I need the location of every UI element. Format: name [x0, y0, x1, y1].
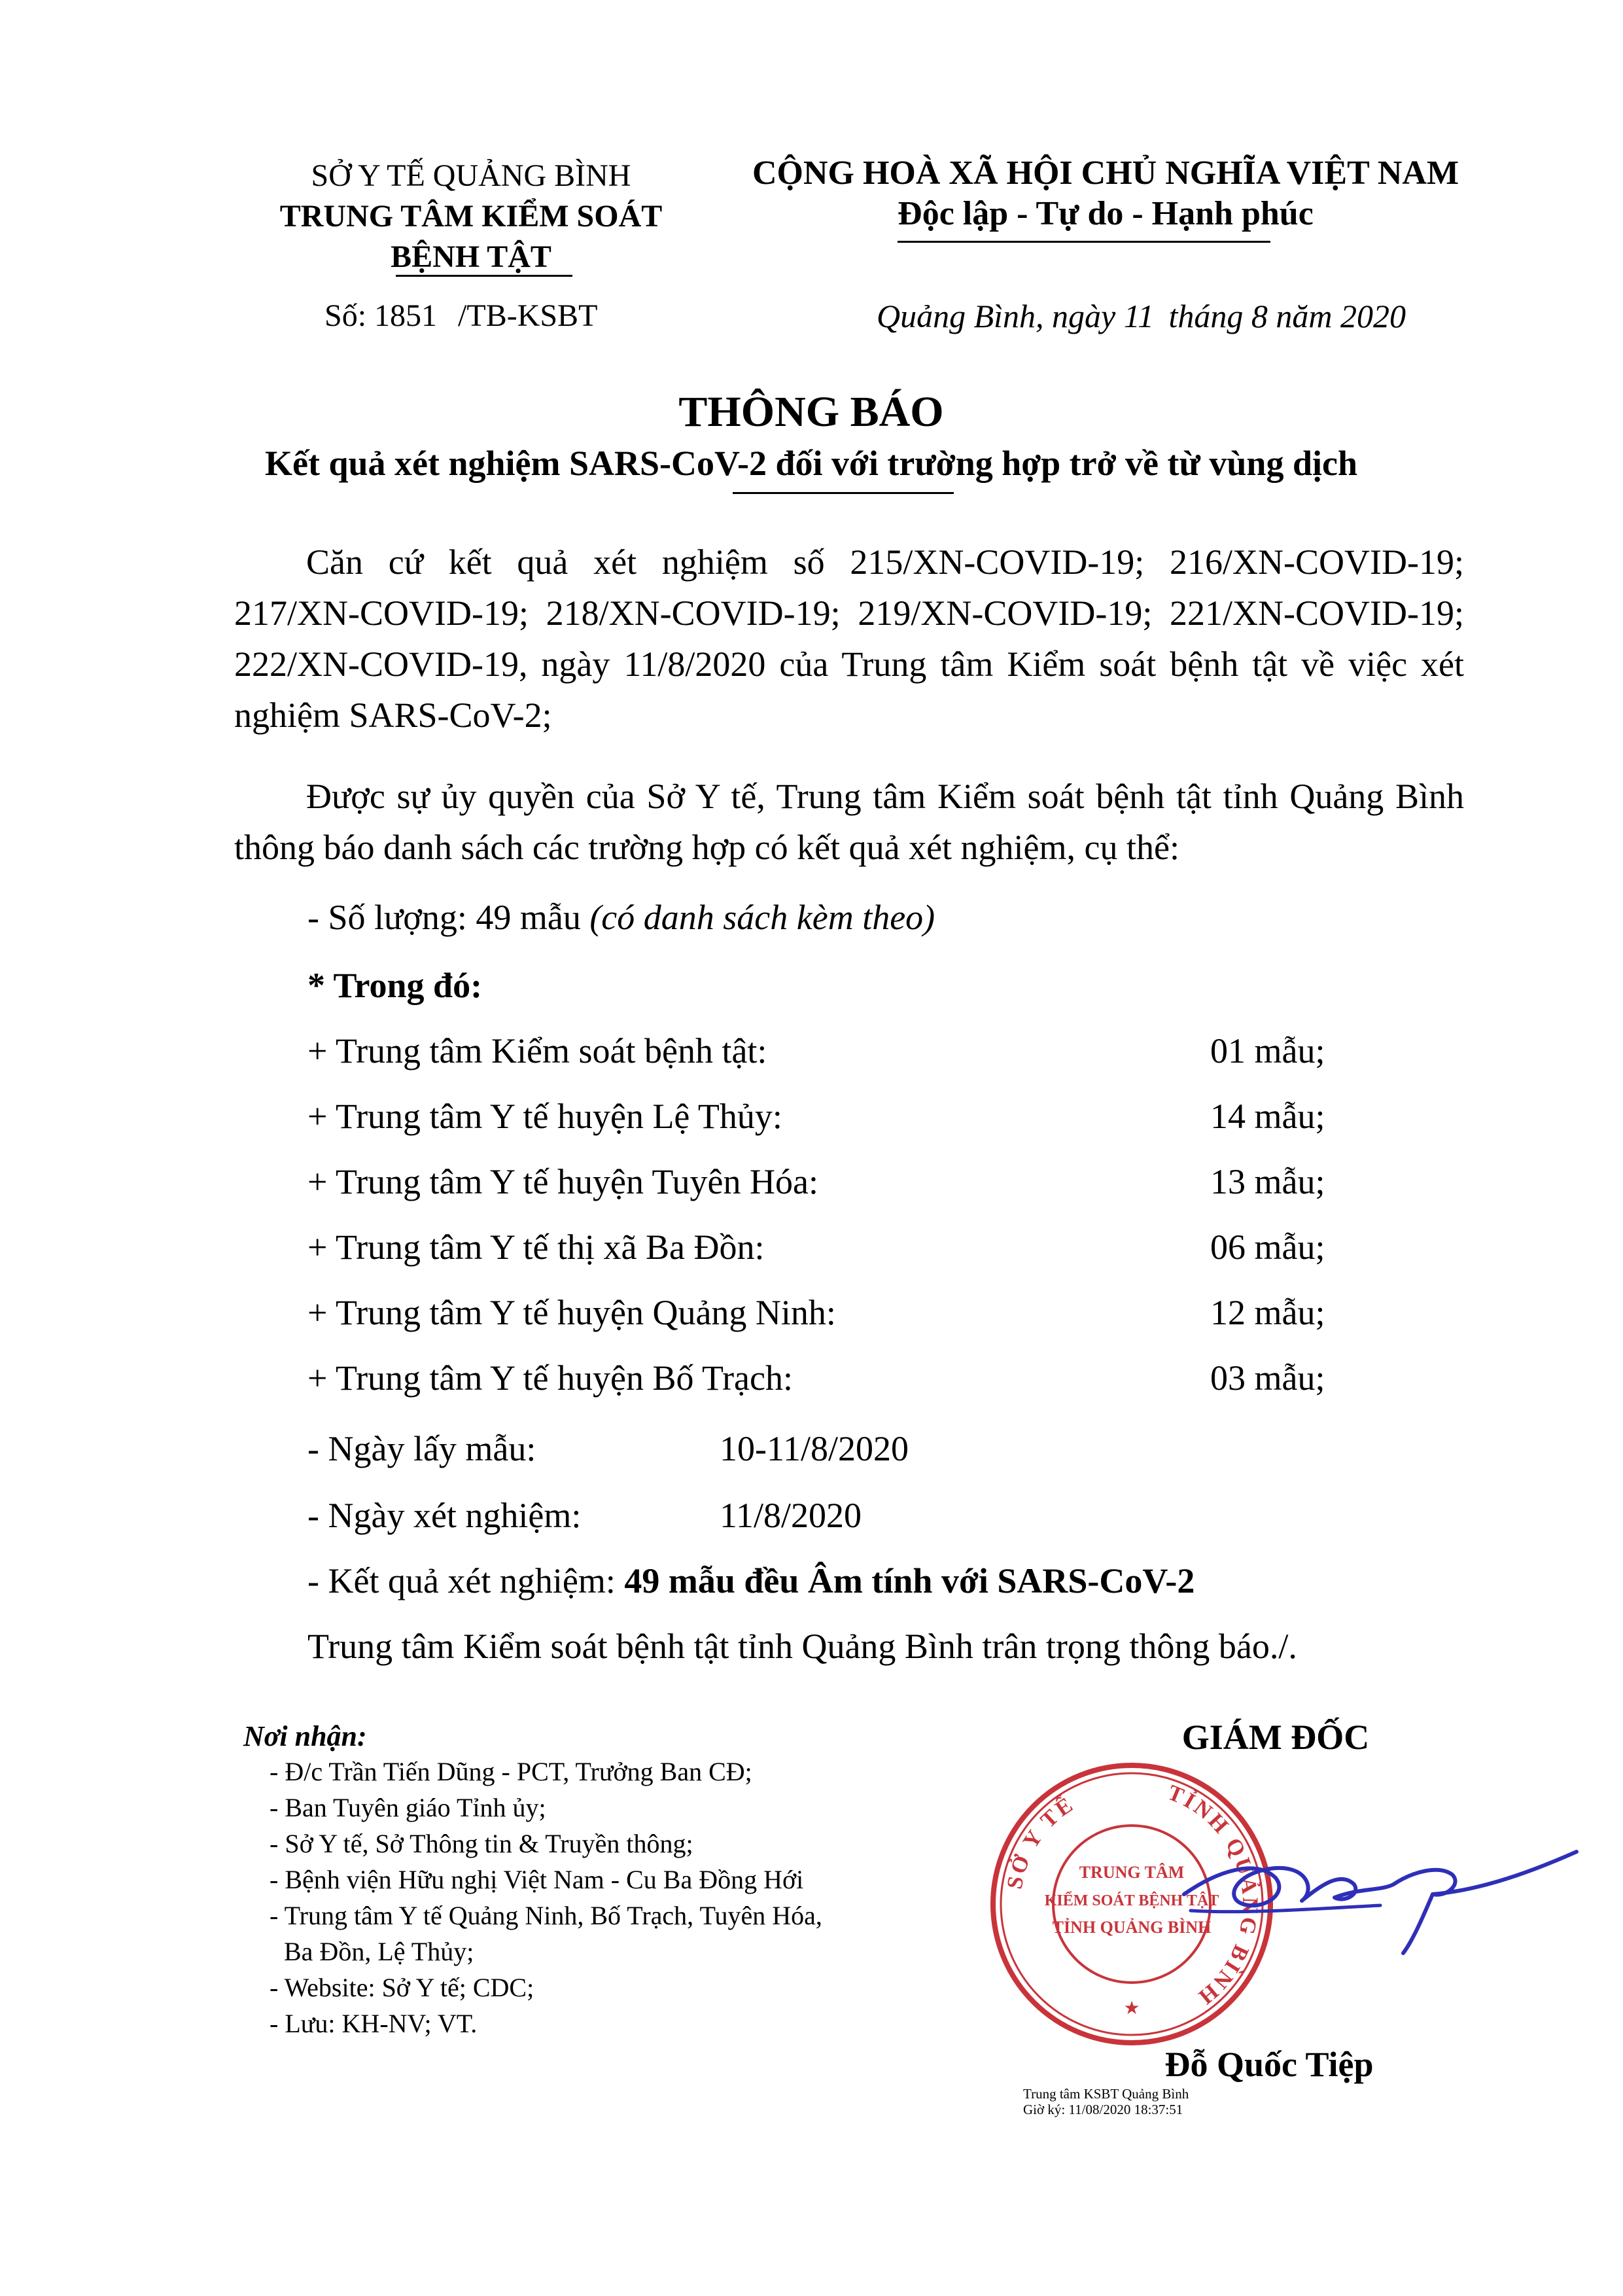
org-parent: SỞ Y TẾ QUẢNG BÌNH [311, 158, 631, 193]
svg-text:★: ★ [1123, 1997, 1140, 2019]
nation-title: CỘNG HOÀ XÃ HỘI CHỦ NGHĨA VIỆT NAM [752, 154, 1459, 192]
org-name-line2: BỆNH TẬT [391, 239, 551, 274]
number-value: 1851 [374, 298, 438, 333]
handwritten-signature-icon [1164, 1832, 1583, 1963]
motto-underline [898, 241, 1270, 243]
paragraph-basis: Căn cứ kết quả xét nghiệm số 215/XN-COVID-19; 216/XN-COVID-19; 217/XN-COVID-19; 218/XN-COVID-19; 219/XN-COVID-19; 221/XN-COVID-19; 222/XN-COVID-19, ngày 11/8/2020 của Trung tâm Kiểm soát bệnh tật về việc xét nghiệm SARS-CoV-2; [234, 542, 1464, 735]
place-date: Quảng Bình, ngày 11 tháng 8 năm 2020 [877, 298, 1406, 334]
breakdown-list [307, 1018, 1354, 1411]
list-item: - Bệnh viện Hữu nghị Việt Nam - Cu Ba Đồng Hới [270, 1865, 804, 1894]
test-result-value: 49 mẫu đều Âm tính với SARS-CoV-2 [624, 1561, 1195, 1600]
list-item: - Trung tâm Y tế Quảng Ninh, Bố Trạch, Tuyên Hóa, [270, 1901, 822, 1930]
closing-statement: Trung tâm Kiểm soát bệnh tật tỉnh Quảng Bình trân trọng thông báo./. [307, 1627, 1297, 1666]
list-item: + Trung tâm Y tế thị xã Ba Đồn: 06 mẫu; [307, 1227, 1325, 1267]
sample-date-value: 10-11/8/2020 [720, 1429, 909, 1468]
org-underline [396, 275, 572, 277]
list-item: + Trung tâm Kiểm soát bệnh tật: 01 mẫu; [307, 1031, 1325, 1070]
document-number: Số: 1851 /TB-KSBT [324, 298, 598, 333]
test-date-value: 11/8/2020 [720, 1496, 862, 1535]
recipients-heading: Nơi nhận: [243, 1720, 367, 1752]
recipients-block [243, 1720, 1028, 2041]
list-item: - Website: Sở Y tế; CDC; [270, 1973, 534, 2002]
list-item: Ba Đồn, Lệ Thủy; [284, 1937, 474, 1966]
list-item: + Trung tâm Y tế huyện Quảng Ninh: 12 mẫu; [307, 1293, 1325, 1332]
list-item: + Trung tâm Y tế huyện Lệ Thủy: 14 mẫu; [307, 1097, 1325, 1136]
seal-ring-text: SỞ Y TẾ [1002, 1792, 1079, 1892]
digital-signature-org: Trung tâm KSBT Quảng Bình [1023, 2086, 1189, 2102]
day-value: 11 [1123, 298, 1155, 334]
list-item: - Đ/c Trần Tiến Dũng - PCT, Trưởng Ban CĐ; [270, 1757, 752, 1786]
seal-center-text: KIỂM SOÁT BỆNH TẬT [1044, 1892, 1219, 1909]
list-item: + Trung tâm Y tế huyện Bố Trạch: 03 mẫu; [307, 1358, 1325, 1398]
list-item: - Sở Y tế, Sở Thông tin & Truyền thông; [270, 1829, 693, 1858]
test-result: - Kết quả xét nghiệm: 49 mẫu đều Âm tính với SARS-CoV-2 [307, 1561, 1195, 1600]
seal-center-text: TỈNH QUẢNG BÌNH [1052, 1918, 1212, 1937]
paragraph-authorization: Được sự ủy quyền của Sở Y tế, Trung tâm Kiểm soát bệnh tật tỉnh Quảng Bình thông báo danh sách các trường hợp có kết quả xét nghiệm, cụ thể: [234, 777, 1464, 867]
svg-text:SỞ Y TẾ [1002, 1790, 1079, 1891]
seal-center-text: TRUNG TÂM [1079, 1863, 1185, 1882]
recipients-list [243, 1754, 1028, 2041]
seal-ring-text: TỈNH QUẢNG BÌNH [1164, 1780, 1263, 2011]
subtitle-underline [733, 492, 954, 494]
digital-signature-time: Giờ ký: 11/08/2020 18:37:51 [1023, 2102, 1183, 2117]
digital-signature-info [1023, 2086, 1416, 2117]
list-item: - Ban Tuyên giáo Tỉnh ủy; [270, 1793, 546, 1822]
sample-date: - Ngày lấy mẫu: 10-11/8/2020 [307, 1416, 1420, 1481]
sample-count: - Số lượng: 49 mẫu (có danh sách kèm theo) [307, 898, 935, 937]
document-title: THÔNG BÁO [678, 388, 944, 436]
test-date: - Ngày xét nghiệm: 11/8/2020 [307, 1483, 1420, 1548]
org-header-left [236, 156, 707, 277]
signer-position: GIÁM ĐỐC [1181, 1718, 1370, 1757]
sample-count-note: (có danh sách kèm theo) [589, 898, 935, 937]
list-item: - Lưu: KH-NV; VT. [270, 2009, 478, 2038]
breakdown-heading: * Trong đó: [307, 966, 483, 1005]
signer-name: Đỗ Quốc Tiệp [1164, 2045, 1374, 2084]
motto: Độc lập - Tự do - Hạnh phúc [898, 195, 1314, 232]
list-item: + Trung tâm Y tế huyện Tuyên Hóa: 13 mẫu; [307, 1162, 1325, 1201]
document-subtitle: Kết quả xét nghiệm SARS-CoV-2 đối với trường hợp trở về từ vùng dịch [265, 444, 1357, 483]
org-name-line1: TRUNG TÂM KIỂM SOÁT [279, 199, 663, 234]
